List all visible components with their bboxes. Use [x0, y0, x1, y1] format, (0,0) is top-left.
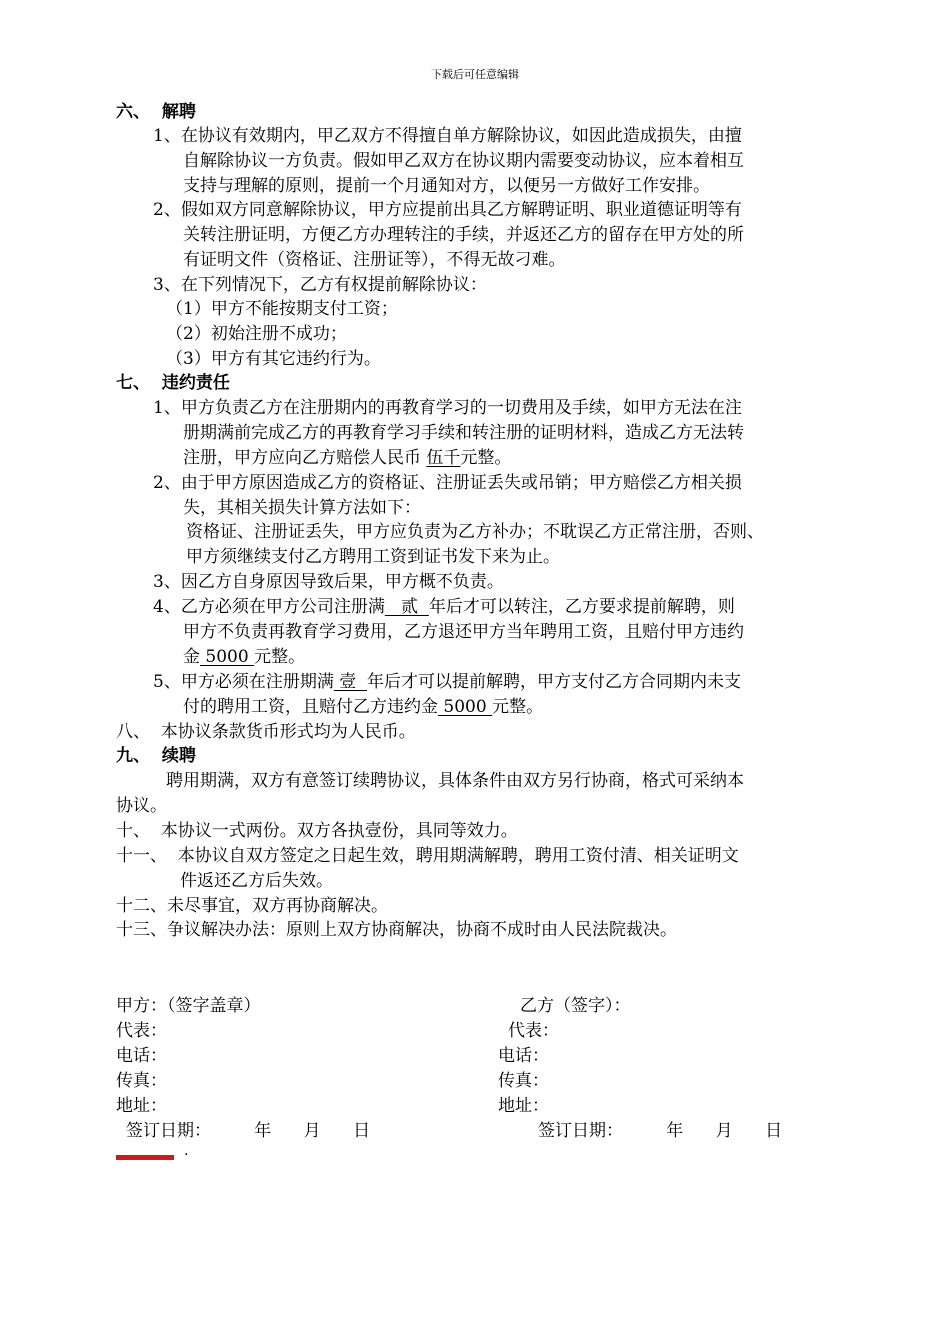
- text-segment: 金: [183, 647, 200, 667]
- text-line: 八、 本协议条款货币形式均为人民币。: [116, 722, 416, 742]
- text-line: [153, 670, 741, 694]
- text-line: 1、在协议有效期内，甲乙双方不得擅自单方解除协议，如因此造成损失，由擅: [153, 126, 742, 146]
- text-line: 1、甲方负责乙方在注册期内的再教育学习的一切费用及手续，如甲方无法在注: [153, 398, 742, 418]
- text-line: 十、 本协议一式两份。双方各执壹份，具同等效力。: [116, 821, 518, 841]
- text-segment: 注册，甲方应向乙方赔偿人民币: [183, 448, 427, 468]
- text-line: 十一、 本协议自双方签定之日起生效，聘用期满解聘，聘用工资付清、相关证明文: [116, 846, 739, 866]
- text-line: 2、由于甲方原因造成乙方的资格证、注册证丢失或吊销；甲方赔偿乙方相关损: [153, 473, 742, 493]
- text-line: 册期满前完成乙方的再教育学习手续和转注册的证明材料，造成乙方无法转: [183, 423, 744, 443]
- text-line: 2、假如双方同意解除协议，甲方应提前出具乙方解聘证明、职业道德证明等有: [153, 200, 742, 220]
- footer-dot: .: [184, 1143, 189, 1159]
- editable-note-header: 下载后可任意编辑: [431, 68, 519, 81]
- text-line: 失，其相关损失计算方法如下：: [183, 498, 421, 518]
- text-line: 自解除协议一方负责。假如甲乙双方在协议期内需要变动协议，应本着相互: [183, 151, 744, 171]
- text-segment: 元整。: [460, 448, 512, 468]
- red-decoration-bar: [116, 1155, 174, 1160]
- text-line: 有证明文件（资格证、注册证等），不得无故刁难。: [183, 250, 566, 270]
- text-line: 代表：: [508, 1021, 559, 1041]
- text-line: 传真：: [116, 1071, 167, 1091]
- text-line: 电话：: [498, 1046, 549, 1066]
- text-line: 支持与理解的原则，提前一个月通知对方，以便另一方做好工作安排。: [183, 176, 710, 196]
- section-heading: 九、 续聘: [116, 746, 196, 766]
- text-line: 甲方须继续支付乙方聘用工资到证书发下来为止。: [186, 547, 560, 567]
- text-segment: 元整。: [254, 647, 306, 667]
- text-line: 签订日期： 年 月 日: [126, 1121, 371, 1141]
- filled-blank: 贰: [384, 597, 429, 617]
- section-heading: 六、 解聘: [116, 102, 196, 122]
- text-line: [183, 645, 305, 669]
- text-line: （2）初始注册不成功；: [166, 324, 347, 344]
- filled-blank: 伍千: [426, 448, 461, 468]
- text-segment: 付的聘用工资，且赔付乙方违约金: [183, 697, 438, 717]
- text-segment: 年后才可以提前解聘，甲方支付乙方合同期内未支: [367, 672, 742, 692]
- text-line: 协议。: [116, 796, 167, 816]
- text-line: 甲方不负责再教育学习费用，乙方退还甲方当年聘用工资，且赔付甲方违约: [183, 622, 744, 642]
- text-line: 十三、争议解决办法：原则上双方协商解决，协商不成时由人民法院裁决。: [116, 920, 677, 940]
- text-line: 甲方：（签字盖章）: [116, 996, 261, 1016]
- text-line: 件返还乙方后失效。: [180, 871, 333, 891]
- text-line: [153, 595, 735, 619]
- text-line: 十二、未尽事宜，双方再协商解决。: [116, 896, 388, 916]
- text-segment: 年后才可以转注，乙方要求提前解聘，则: [428, 597, 735, 617]
- text-segment: 元整。: [492, 697, 544, 717]
- text-line: 传真：: [498, 1071, 549, 1091]
- text-line: 3、因乙方自身原因导致后果，甲方概不负责。: [153, 572, 504, 592]
- text-line: 地址：: [498, 1096, 549, 1116]
- text-line: （1）甲方不能按期支付工资；: [166, 299, 398, 319]
- text-line: 代表：: [116, 1021, 167, 1041]
- text-line: [183, 446, 511, 470]
- text-segment: 4、乙方必须在甲方公司注册满: [153, 597, 385, 617]
- filled-blank: 5000: [438, 697, 493, 717]
- text-line: （3）甲方有其它违约行为。: [166, 349, 381, 369]
- text-line: 乙方（签字）：: [520, 996, 631, 1016]
- text-line: 电话：: [116, 1046, 167, 1066]
- filled-blank: 5000: [200, 647, 255, 667]
- text-line: [183, 695, 543, 719]
- text-line: 签订日期： 年 月 日: [538, 1121, 783, 1141]
- text-line: 资格证、注册证丢失，甲方应负责为乙方补办；不耽误乙方正常注册，否则、: [186, 522, 764, 542]
- text-segment: 5、甲方必须在注册期满: [153, 672, 334, 692]
- section-heading: 七、 违约责任: [116, 373, 230, 393]
- text-line: 3、在下列情况下，乙方有权提前解除协议：: [153, 275, 487, 295]
- text-line: 地址：: [116, 1096, 167, 1116]
- filled-blank: 壹: [333, 672, 368, 692]
- text-line: 聘用期满，双方有意签订续聘协议，具体条件由双方另行协商，格式可采纳本: [166, 771, 744, 791]
- text-line: 关转注册证明，方便乙方办理转注的手续，并返还乙方的留存在甲方处的所: [183, 225, 744, 245]
